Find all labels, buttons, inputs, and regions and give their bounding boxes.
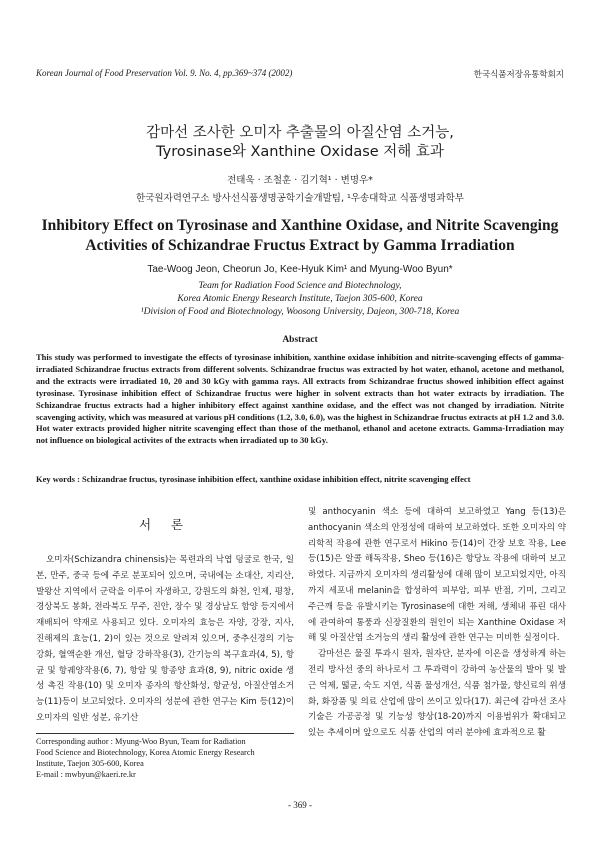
korean-title-line-2: Tyrosinase와 Xanthine Oxidase 저해 효과 — [156, 144, 444, 160]
korean-title — [0, 124, 600, 162]
english-affiliation — [0, 280, 600, 319]
keywords: Key words : Schizandrae fructus, tyrosinase inhibition effect, xanthine oxidase inhibition effect, nitrite scavenging effect — [36, 474, 471, 484]
affiliation-line-3: ¹Division of Food and Biotechnology, Woosong University, Dajeon, 300-718, Korea — [140, 307, 460, 317]
english-title — [40, 216, 560, 256]
english-title-line-2: Activities of Schizandrae Fructus Extract by Gamma Irradiation — [85, 237, 515, 254]
english-title-line-1: Inhibitory Effect on Tyrosinase and Xanthine Oxidase, and Nitrite Scavenging — [41, 217, 559, 234]
affiliation-line-1: Team for Radiation Food Science and Biotechnology, — [198, 281, 402, 291]
section-heading-introduction: 서 론 — [138, 517, 192, 532]
intro-paragraph-1: 오미자(Schizandra chinensis)는 목련과의 낙엽 덩굴로 한국, 일본, 만주, 중국 등에 주로 분포되어 있으며, 국내에는 소대산, 지리산, 발왕산 지역에서 군락을 이루어 자생하고, 강원도의 화천, 인제, 평창, 경상북도 봉화, 전라북도 무주, 진안, 장수 및 경상남도 함양 등지에서 재배되어 약재로 사용되고 있다. 오미자의 효능은 자양, 강장, 지사, 진해제의 효능(1, 2)이 있는 것으로 알려져 있으며, 중추신경의 기능 강화, 혈액순환 개선, 혈당 강하작용(3), 간기능의 복구효과(4, 5), 항균 및 항궤양작용(6, 7), 항암 및 항종양 효과(8, 9), nitric oxide 생성 촉진 작용(10) 및 오미자 종자의 항산화성, 항균성, 아질산염소거능(11)등이 보고되었다. 오미자의 성분에 관한 연구는 Kim 등(12)이 오미자의 일반 성분, 유기산 — [36, 555, 294, 723]
corresponding-author-footnote — [36, 736, 294, 780]
society-name: 한국식품저장유통학회지 — [473, 70, 564, 80]
intro-paragraph-continued: 및 anthocyanin 색소 등에 대하여 보고하였고 Yang 등(13)은 anthocyanin 색소의 안정성에 대하여 보고하였다. 또한 오미자의 약리학적 작용에 관한 연구로서 Hikino 등(14)이 간장 보호 작용, Lee 등(15)은 알콜 해독작용, Sheo 등(16)은 항당뇨 작용에 대하여 보고하였다. 지금까지 오미자의 생리활성에 대해 많이 보고되었지만, 아직까지 세포내 melanin을 합성하여 피부암, 피부 반점, 기미, 그리고 주근깨 등을 유발시키는 Tyrosinase에 대한 저해, 생체내 퓨린 대사에 관여하여 통풍과 신장질환의 원인이 되는 Xanthine Oxidase 저해 및 아질산염 소거능의 생리 활성에 관한 연구는 미비한 실정이다. — [308, 507, 566, 644]
footnote-divider — [36, 733, 294, 734]
affiliation-line-2: Korea Atomic Energy Research Institute, Taejon 305-600, Korea — [177, 294, 423, 304]
intro-paragraph-2: 감마선은 물질 투과시 원자, 원자단, 분자에 이온을 생성하게 하는 전리 방사선 중의 하나로서 그 투과력이 강하여 농산물의 발아 및 발근 억제, 떫균, 숙도 지연, 식품 물성개선, 식품 첨가물, 향신료의 위생화, 화장품 및 의료 산업에 많이 쓰이고 있다(17). 최근에 감마선 조사기술은 가공공정 및 기능성 향상(18-20)까지 이용범위가 확대되고 있는 추세이며 앞으로도 식품 산업의 여러 분야에 효과적으로 활 — [308, 649, 566, 739]
korean-affiliation: 한국원자력연구소 방사선식품생명공학기술개발팀, ¹우송대학교 식품생명과학부 — [136, 193, 464, 204]
page-number: - 369 - — [288, 800, 312, 810]
left-column — [36, 505, 294, 780]
footnote-line: Food Science and Biotechnology, Korea Atomic Energy Research — [36, 747, 255, 757]
korean-authors: 전태욱 · 조철훈 · 김기혁¹ · 변명우* — [227, 175, 373, 186]
abstract-heading: Abstract — [282, 335, 318, 345]
footnote-email: E-mail : mwbyun@kaeri.re.kr — [36, 769, 136, 779]
journal-citation: Korean Journal of Food Preservation Vol. 9. No. 4, pp.369~374 (2002) — [36, 68, 293, 78]
english-authors: Tae-Woog Jeon, Cheorun Jo, Kee-Hyuk Kim¹ and Myung-Woo Byun* — [147, 264, 453, 275]
footnote-line: Institute, Taejon 305-600, Korea — [36, 758, 144, 768]
right-column — [308, 505, 566, 742]
footnote-line: Corresponding author : Myung-Woo Byun, Team for Radiation — [36, 736, 246, 746]
abstract-text: This study was performed to investigate the effects of tyrosinase inhibition, xanthine oxidase inhibition and nitrite-scavenging effects of gamma-irradiated Schizandrae fructus extracts from different solvents. Schizandrae fructus was extracted by hot water, ethanol, acetone and methanol, and the extracts were irradiated 10, 20 and 30 kGy with gamma rays. All extracts from Schizandrae fructus showed inhibition effect against tyrosinase. Tyrosinase inhibition effect of Schizandrae fructus were higher in solvent extracts than hot water extracts by irradiation. The Schizandrae fructus extracts had a higher inhibitory effect against xanthine oxidase, and the effect was not changed by irradiation. Nitrite scavenging activity, which was measured at various pH conditions (1.2, 3.0, 6.0), was the highest in Schizandrae fructus extracts at pH 1.2 and 3.0. Hot water extracts provided higher nitrite scavenging effect than those of the methanol, ethanol and acetone extracts. Gamma-Irradiation may not influence on biological activites of the extracts when irradiated up to 30 kGy. — [36, 352, 564, 446]
korean-title-line-1: 감마선 조사한 오미자 추출물의 아질산염 소거능, — [146, 125, 454, 141]
